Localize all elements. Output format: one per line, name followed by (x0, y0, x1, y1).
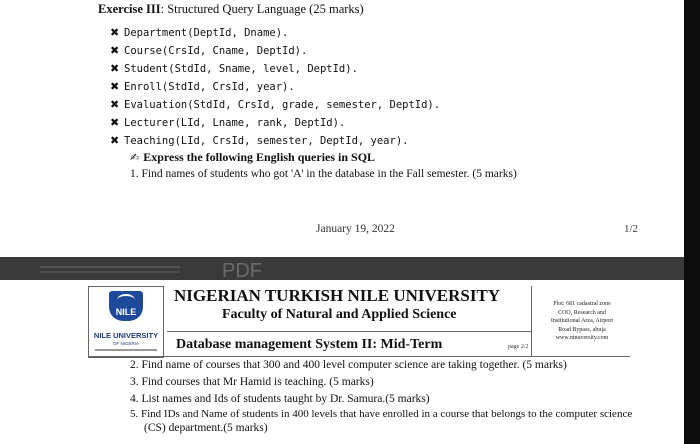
relation-item: ✖ Student(StdId, Sname, level, DeptId). (110, 62, 358, 75)
relation-item: ✖ Lecturer(LId, Lname, rank, DeptId). (110, 116, 346, 129)
header-vertical-divider (531, 286, 532, 356)
question-1: 1. Find names of students who got 'A' in the database in the Fall semester. (5 marks) (130, 168, 517, 180)
course-title: Database management System II: Mid-Term (176, 337, 443, 352)
cross-bullet-icon: ✖ (110, 134, 120, 147)
question-5: 5. Find IDs and Name of students in 400 levels that have enrolled in a course that belongs to the computer science (130, 408, 633, 420)
question-2: 2. Find name of courses that 300 and 400 level computer science are taking together. (5 marks) (130, 359, 567, 371)
relation-item: ✖ Evaluation(StdId, CrsId, grade, semester, DeptId). (110, 98, 441, 111)
page-number: 1/2 (624, 223, 639, 235)
page-reference: page 2/2 (508, 344, 529, 350)
page-date: January 19, 2022 (316, 223, 395, 235)
page-gap (0, 257, 684, 280)
ghost-label: PDF (222, 260, 262, 280)
header-bottom-rule (88, 356, 630, 357)
cross-bullet-icon: ✖ (110, 116, 120, 129)
faculty-name: Faculty of Natural and Applied Science (222, 307, 457, 322)
exercise-title: Exercise III: Structured Query Language (25 marks) (98, 2, 364, 16)
cross-bullet-icon: ✖ (110, 80, 120, 93)
writing-hand-icon: ✍ (130, 151, 140, 164)
question-3: 3. Find courses that Mr Hamid is teaching. (5 marks) (130, 376, 374, 388)
sun-rays-icon (117, 294, 135, 306)
university-name: NIGERIAN TURKISH NILE UNIVERSITY (174, 286, 501, 305)
header-divider (167, 331, 531, 332)
relation-item: ✖ Course(CrsId, Cname, DeptId). (110, 44, 308, 57)
instruction-heading: ✍ Express the following English queries in SQL (130, 150, 376, 164)
relation-item: ✖ Enroll(StdId, CrsId, year). (110, 80, 295, 93)
cross-bullet-icon: ✖ (110, 98, 120, 111)
question-5-continued: (CS) department.(5 marks) (144, 422, 268, 434)
university-logo: NILE NILE UNIVERSITY OF NIGERIA (88, 286, 164, 358)
cross-bullet-icon: ✖ (110, 44, 120, 57)
nile-emblem-icon: NILE (109, 291, 143, 321)
viewer-scroll-track[interactable] (684, 0, 700, 444)
pdf-page-2 (0, 280, 684, 444)
cross-bullet-icon: ✖ (110, 26, 120, 39)
address-block: Plot: 681 cadastral zone COO, Research and Institutional Area, Airport Road Bypass, abuja www.ntnuversity.com (550, 301, 614, 342)
logo-tagline-bar (95, 349, 157, 351)
relation-item: ✖ Department(DeptId, Dname). (110, 26, 289, 39)
cross-bullet-icon: ✖ (110, 62, 120, 75)
relation-item: ✖ Teaching(LId, CrsId, semester, DeptId, year). (110, 134, 409, 147)
ghost-lines (40, 266, 180, 268)
question-4: 4. List names and Ids of students taught by Dr. Samura.(5 marks) (130, 393, 430, 405)
